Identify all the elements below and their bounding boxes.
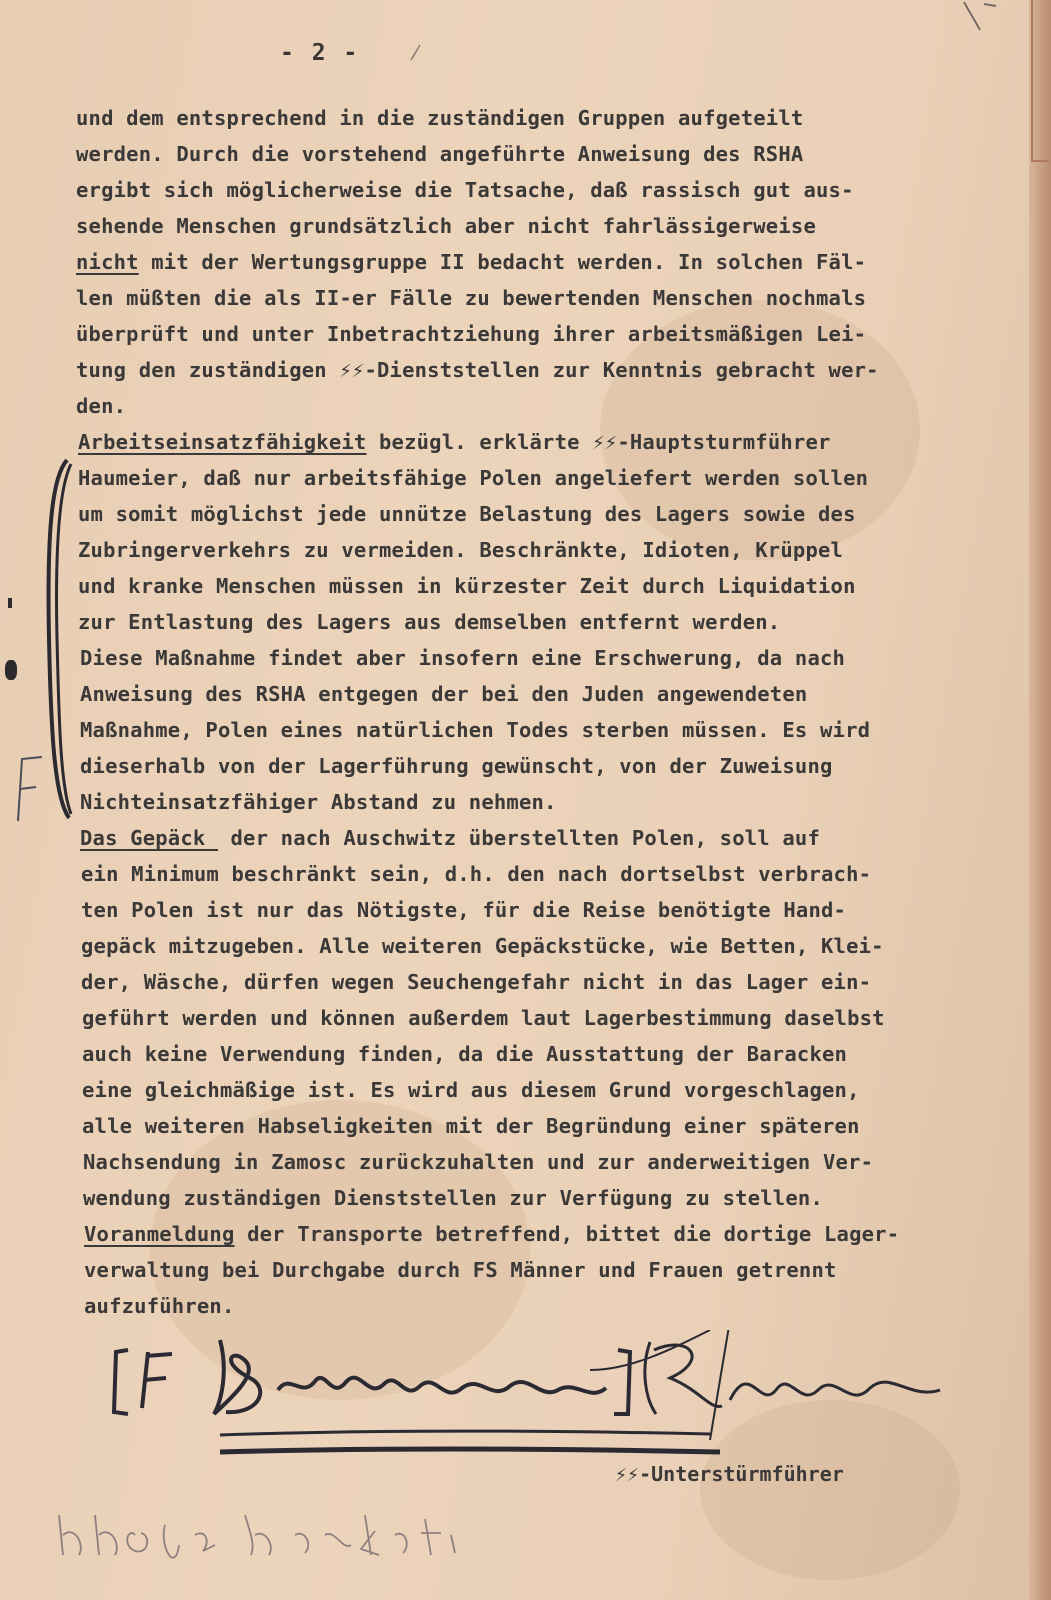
text-line: zur Entlastung des Lagers aus demselben entfernt werden.: [78, 610, 781, 634]
page-number: - 2 -: [280, 40, 360, 66]
text-line: eine gleichmäßige ist. Es wird aus diesem Grund vorgeschlagen,: [82, 1078, 860, 1102]
text-line: dieserhalb von der Lagerführung gewünscht, von der Zuweisung: [80, 754, 833, 778]
text-line: sehende Menschen grundsätzlich aber nicht fahrlässigerweise: [76, 214, 816, 238]
text-line: überprüft und unter Inbetrachtziehung ihrer arbeitsmäßigen Lei-: [76, 322, 867, 346]
margin-handwritten-f: [8, 755, 44, 825]
underlined-term: Arbeitseinsatzfähigkeit: [78, 430, 367, 454]
text-line: tung den zuständigen ⚡⚡-Dienststellen zur Kenntnis gebracht wer-: [76, 358, 879, 382]
text-line: [84, 1221, 899, 1247]
text-line: gepäck mitzugeben. Alle weiteren Gepäckstücke, wie Betten, Klei-: [81, 934, 884, 958]
signature-rank: ⚡⚡-Unterstürmführer: [615, 1462, 844, 1486]
text-line: Nichteinsatzfähiger Abstand zu nehmen.: [80, 790, 557, 814]
paper-edge: [1029, 0, 1051, 1600]
text-line: [76, 249, 866, 275]
text-line: [80, 825, 820, 851]
pencil-annotation: [55, 1505, 475, 1575]
text-line: verwaltung bei Durchgabe durch FS Männer und Frauen getrennt: [84, 1258, 837, 1282]
margin-bracket-mark: [45, 458, 73, 820]
text-line: Nachsendung in Zamosc zurückzuhalten und zur anderweitigen Ver-: [83, 1150, 874, 1174]
text-line: den.: [76, 394, 127, 418]
text-line: ergibt sich möglicherweise die Tatsache, daß rassisch gut aus-: [76, 178, 854, 202]
text-line: und kranke Menschen müssen in kürzester Zeit durch Liquidation: [78, 574, 856, 598]
text-line: geführt werden und können außerdem laut Lagerbestimmung daselbst: [82, 1006, 885, 1030]
text-line: Anweisung des RSHA entgegen der bei den Juden angewendeten: [80, 682, 808, 706]
text-span: mit der Wertungsgruppe II bedacht werden. In solchen Fäl-: [151, 250, 867, 274]
text-line: [78, 429, 831, 455]
text-line: Diese Maßnahme findet aber insofern eine Erschwerung, da nach: [80, 646, 846, 670]
text-line: wendung zuständigen Dienststellen zur Verfügung zu stellen.: [83, 1186, 823, 1210]
text-line: und dem entsprechend in die zuständigen Gruppen aufgeteilt: [76, 106, 804, 130]
text-line: um somit möglichst jede unnütze Belastung des Lagers sowie des: [78, 502, 856, 526]
text-line: der, Wäsche, dürfen wegen Seuchengefahr nicht in das Lager ein-: [81, 970, 872, 994]
margin-mark: [8, 598, 12, 608]
text-span: der nach Auschwitz überstellten Polen, soll auf: [217, 826, 820, 850]
handwritten-signature: [110, 1330, 980, 1490]
text-line: werden. Durch die vorstehend angeführte Anweisung des RSHA: [76, 142, 804, 166]
text-line: ten Polen ist nur das Nötigste, für die Reise benötigte Hand-: [81, 898, 847, 922]
text-line: len müßten die als II-er Fälle zu bewertenden Menschen nochmals: [76, 286, 867, 310]
text-span: der Transporte betreffend, bittet die dortige Lager-: [247, 1222, 900, 1246]
text-line: ein Minimum beschränkt sein, d.h. den nach dortselbst verbrach-: [81, 862, 872, 886]
text-line: Zubringerverkehrs zu vermeiden. Beschränkte, Idioten, Krüppel: [78, 538, 844, 562]
text-line: auch keine Verwendung finden, da die Ausstattung der Baracken: [82, 1042, 848, 1066]
edge-pencil-mark: [960, 0, 1000, 36]
underlined-term: Voranmeldung: [84, 1222, 235, 1246]
underlined-term: nicht: [76, 250, 139, 274]
pencil-tick-mark: [408, 44, 422, 62]
text-line: alle weiteren Habseligkeiten mit der Begründung einer späteren: [82, 1114, 860, 1138]
text-line: Haumeier, daß nur arbeitsfähige Polen angeliefert werden sollen: [78, 466, 869, 490]
text-span: bezügl. erklärte ⚡⚡-Hauptsturmführer: [379, 430, 831, 454]
text-line: aufzuführen.: [84, 1294, 235, 1318]
paper-tear: [1031, 0, 1049, 162]
underlined-term: Das Gepäck: [80, 826, 218, 850]
text-line: Maßnahme, Polen eines natürlichen Todes sterben müssen. Es wird: [80, 718, 871, 742]
margin-ink-blot: [5, 660, 17, 680]
